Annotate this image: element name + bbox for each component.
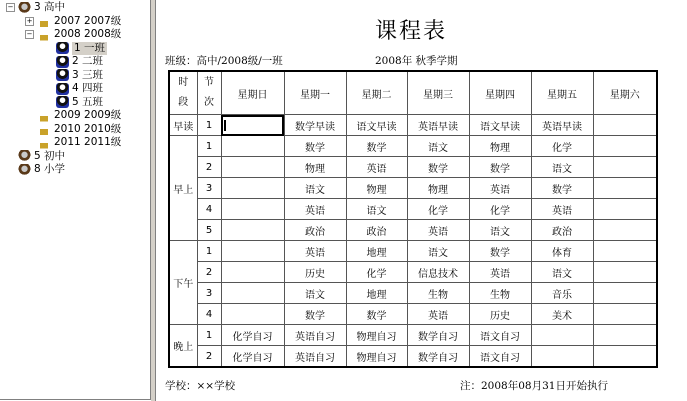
header-row: [169, 71, 657, 115]
course-cell[interactable]: 历史: [469, 304, 531, 325]
period-cell: 4: [197, 199, 221, 220]
table-row: [169, 136, 657, 157]
course-cell[interactable]: [593, 178, 657, 199]
course-cell[interactable]: [531, 346, 593, 368]
course-cell[interactable]: 政治: [531, 220, 593, 241]
period-cell: 1: [197, 325, 221, 346]
course-cell[interactable]: 政治: [346, 220, 407, 241]
course-cell[interactable]: [221, 262, 284, 283]
course-cell[interactable]: 语文自习: [469, 325, 531, 346]
course-cell[interactable]: [531, 325, 593, 346]
tree-node[interactable]: [25, 123, 121, 136]
course-cell[interactable]: 生物: [407, 283, 469, 304]
course-cell[interactable]: 数学自习: [407, 346, 469, 368]
course-cell[interactable]: 数学: [346, 304, 407, 325]
tree-node-label: 2009 2009级: [54, 109, 122, 121]
page-title: 课程表: [375, 19, 448, 44]
session-cell: 早上: [169, 136, 197, 241]
table-row: [169, 262, 657, 283]
course-cell[interactable]: 历史: [284, 262, 346, 283]
tree-node[interactable]: [44, 55, 103, 68]
course-cell[interactable]: 数学: [469, 157, 531, 178]
course-cell[interactable]: [593, 115, 657, 136]
course-cell[interactable]: 数学: [284, 304, 346, 325]
header-day: 星期五: [531, 71, 593, 115]
collapse-icon[interactable]: −: [26, 30, 33, 38]
school-icon: [18, 2, 31, 14]
timetable: [168, 70, 658, 368]
course-cell[interactable]: [593, 220, 657, 241]
course-cell[interactable]: 物理: [407, 178, 469, 199]
table-row: [169, 115, 657, 136]
tree-node-label: 5 五班: [72, 95, 104, 108]
table-row: [169, 346, 657, 368]
tree-node[interactable]: [44, 69, 103, 82]
course-cell[interactable]: [221, 136, 284, 157]
header-day: 星期四: [469, 71, 531, 115]
course-cell[interactable]: 英语: [346, 157, 407, 178]
course-cell[interactable]: 化学自习: [221, 346, 284, 368]
period-cell: 1: [197, 241, 221, 262]
course-cell[interactable]: 物理: [469, 136, 531, 157]
course-cell[interactable]: [593, 262, 657, 283]
period-cell: 3: [197, 283, 221, 304]
course-cell[interactable]: 化学: [346, 262, 407, 283]
tree-node-label: 3 三班: [72, 68, 104, 81]
course-cell[interactable]: [593, 283, 657, 304]
class-icon: [56, 69, 69, 81]
tree-node-label: 2008 2008级: [54, 28, 122, 40]
period-cell: 2: [197, 346, 221, 368]
course-cell[interactable]: 语文早读: [469, 115, 531, 136]
tree-node[interactable]: [44, 82, 103, 95]
tree-node[interactable]: [6, 163, 65, 176]
tree-node-label: 5 初中: [34, 149, 66, 162]
course-cell[interactable]: 数学早读: [284, 115, 346, 136]
course-cell[interactable]: 语文: [284, 178, 346, 199]
session-cell: 下午: [169, 241, 197, 325]
table-row: [169, 241, 657, 262]
grade-icon: [37, 110, 51, 122]
course-cell[interactable]: 化学: [407, 199, 469, 220]
header-session: 时 段: [169, 71, 197, 115]
session-cell: 早读: [169, 115, 197, 136]
tree-node-label: 2007 2007级: [54, 14, 122, 27]
table-row: [169, 325, 657, 346]
table-row: [169, 178, 657, 199]
course-cell[interactable]: [221, 199, 284, 220]
header-day: 星期三: [407, 71, 469, 115]
note-label: 注：2008年08月31日开始执行: [460, 380, 608, 392]
course-cell[interactable]: [221, 241, 284, 262]
grade-icon: [37, 123, 51, 135]
period-cell: 2: [197, 262, 221, 283]
course-cell[interactable]: 英语: [284, 199, 346, 220]
tree-node[interactable]: [25, 15, 121, 28]
course-cell[interactable]: 数学自习: [407, 325, 469, 346]
course-cell[interactable]: 物理自习: [346, 346, 407, 368]
collapse-icon[interactable]: −: [7, 3, 14, 11]
course-cell[interactable]: [221, 178, 284, 199]
course-cell[interactable]: 语文: [407, 241, 469, 262]
tree-node[interactable]: [6, 1, 65, 14]
course-cell[interactable]: 地理: [346, 241, 407, 262]
course-cell[interactable]: 化学: [531, 136, 593, 157]
course-cell[interactable]: 英语自习: [284, 346, 346, 368]
period-cell: 2: [197, 157, 221, 178]
course-cell[interactable]: 地理: [346, 283, 407, 304]
term-label: 2008年 秋季学期: [375, 55, 458, 67]
tree-node-label: 1 一班: [74, 41, 106, 54]
course-cell[interactable]: 语文: [469, 220, 531, 241]
session-cell: 晚上: [169, 325, 197, 368]
course-cell[interactable]: [593, 199, 657, 220]
course-cell[interactable]: 物理: [284, 157, 346, 178]
course-cell[interactable]: [221, 283, 284, 304]
period-cell: 1: [197, 136, 221, 157]
course-cell[interactable]: 音乐: [531, 283, 593, 304]
course-cell[interactable]: 化学自习: [221, 325, 284, 346]
tree-node[interactable]: [6, 150, 65, 163]
grade-icon: [37, 15, 51, 27]
course-cell[interactable]: 体育: [531, 241, 593, 262]
course-cell[interactable]: [221, 220, 284, 241]
course-cell[interactable]: 数学: [407, 157, 469, 178]
splitter[interactable]: [151, 0, 156, 401]
course-cell[interactable]: [593, 157, 657, 178]
course-cell[interactable]: 语文自习: [469, 346, 531, 368]
course-cell[interactable]: [593, 241, 657, 262]
course-cell[interactable]: 物理: [346, 178, 407, 199]
course-cell[interactable]: 英语: [469, 178, 531, 199]
table-row: [169, 283, 657, 304]
course-cell[interactable]: 语文: [531, 157, 593, 178]
class-icon: [56, 83, 69, 95]
table-row: [169, 199, 657, 220]
course-cell[interactable]: 政治: [284, 220, 346, 241]
table-row: [169, 157, 657, 178]
tree-node[interactable]: [44, 42, 107, 55]
course-cell[interactable]: 英语: [407, 220, 469, 241]
class-info: 班级：高中/2008级/一班: [165, 55, 283, 67]
course-cell[interactable]: 英语早读: [407, 115, 469, 136]
tree-node-label: 4 四班: [72, 82, 104, 94]
grade-icon: [37, 29, 51, 41]
course-cell[interactable]: 语文早读: [346, 115, 407, 136]
course-cell[interactable]: 英语: [407, 304, 469, 325]
class-tree[interactable]: [0, 0, 151, 400]
course-cell[interactable]: 语文: [346, 199, 407, 220]
header-day: 星期六: [593, 71, 657, 115]
tree-node-label: 2010 2010级: [54, 122, 122, 135]
course-cell[interactable]: 化学: [469, 199, 531, 220]
course-cell[interactable]: [221, 304, 284, 325]
tree-node[interactable]: [44, 96, 103, 109]
course-cell[interactable]: 数学: [469, 241, 531, 262]
course-cell[interactable]: 物理自习: [346, 325, 407, 346]
course-cell[interactable]: 英语自习: [284, 325, 346, 346]
tree-node[interactable]: [25, 28, 121, 41]
course-cell[interactable]: 英语: [531, 199, 593, 220]
course-cell[interactable]: 生物: [469, 283, 531, 304]
course-cell[interactable]: 英语: [469, 262, 531, 283]
school-icon: [18, 150, 31, 162]
tree-node-label: 3 高中: [34, 1, 66, 13]
course-cell[interactable]: [593, 346, 657, 368]
tree-node-label: 2 二班: [72, 55, 104, 67]
course-cell[interactable]: 语文: [531, 262, 593, 283]
table-row: [169, 220, 657, 241]
course-cell[interactable]: 信息技术: [407, 262, 469, 283]
course-cell[interactable]: 数学: [346, 136, 407, 157]
period-cell: 5: [197, 220, 221, 241]
class-icon: [56, 56, 69, 68]
tree-node-label: 2011 2011级: [54, 136, 122, 148]
school-label: 学校：××学校: [165, 380, 236, 392]
class-icon: [56, 96, 69, 108]
period-cell: 4: [197, 304, 221, 325]
period-cell: 3: [197, 178, 221, 199]
table-row: [169, 304, 657, 325]
course-cell[interactable]: 语文: [284, 283, 346, 304]
course-cell[interactable]: 数学: [284, 136, 346, 157]
grade-icon: [37, 137, 51, 149]
course-cell[interactable]: 数学: [531, 178, 593, 199]
course-cell[interactable]: 语文: [407, 136, 469, 157]
course-cell[interactable]: [593, 325, 657, 346]
header-period: 节 次: [197, 71, 221, 115]
course-cell[interactable]: [221, 157, 284, 178]
course-cell[interactable]: 美术: [531, 304, 593, 325]
tree-node[interactable]: [25, 109, 121, 122]
tree-node-label: 8 小学: [34, 163, 66, 175]
expand-icon[interactable]: +: [26, 16, 33, 25]
tree-node[interactable]: [25, 136, 121, 149]
course-cell[interactable]: [593, 136, 657, 157]
header-day: 星期一: [284, 71, 346, 115]
course-cell[interactable]: [221, 115, 284, 136]
header-day: 星期二: [346, 71, 407, 115]
header-day: 星期日: [221, 71, 284, 115]
course-cell[interactable]: 英语: [284, 241, 346, 262]
period-cell: 1: [197, 115, 221, 136]
course-cell[interactable]: [593, 304, 657, 325]
school-icon: [18, 164, 31, 176]
class-icon: [56, 42, 69, 54]
course-cell[interactable]: 英语早读: [531, 115, 593, 136]
